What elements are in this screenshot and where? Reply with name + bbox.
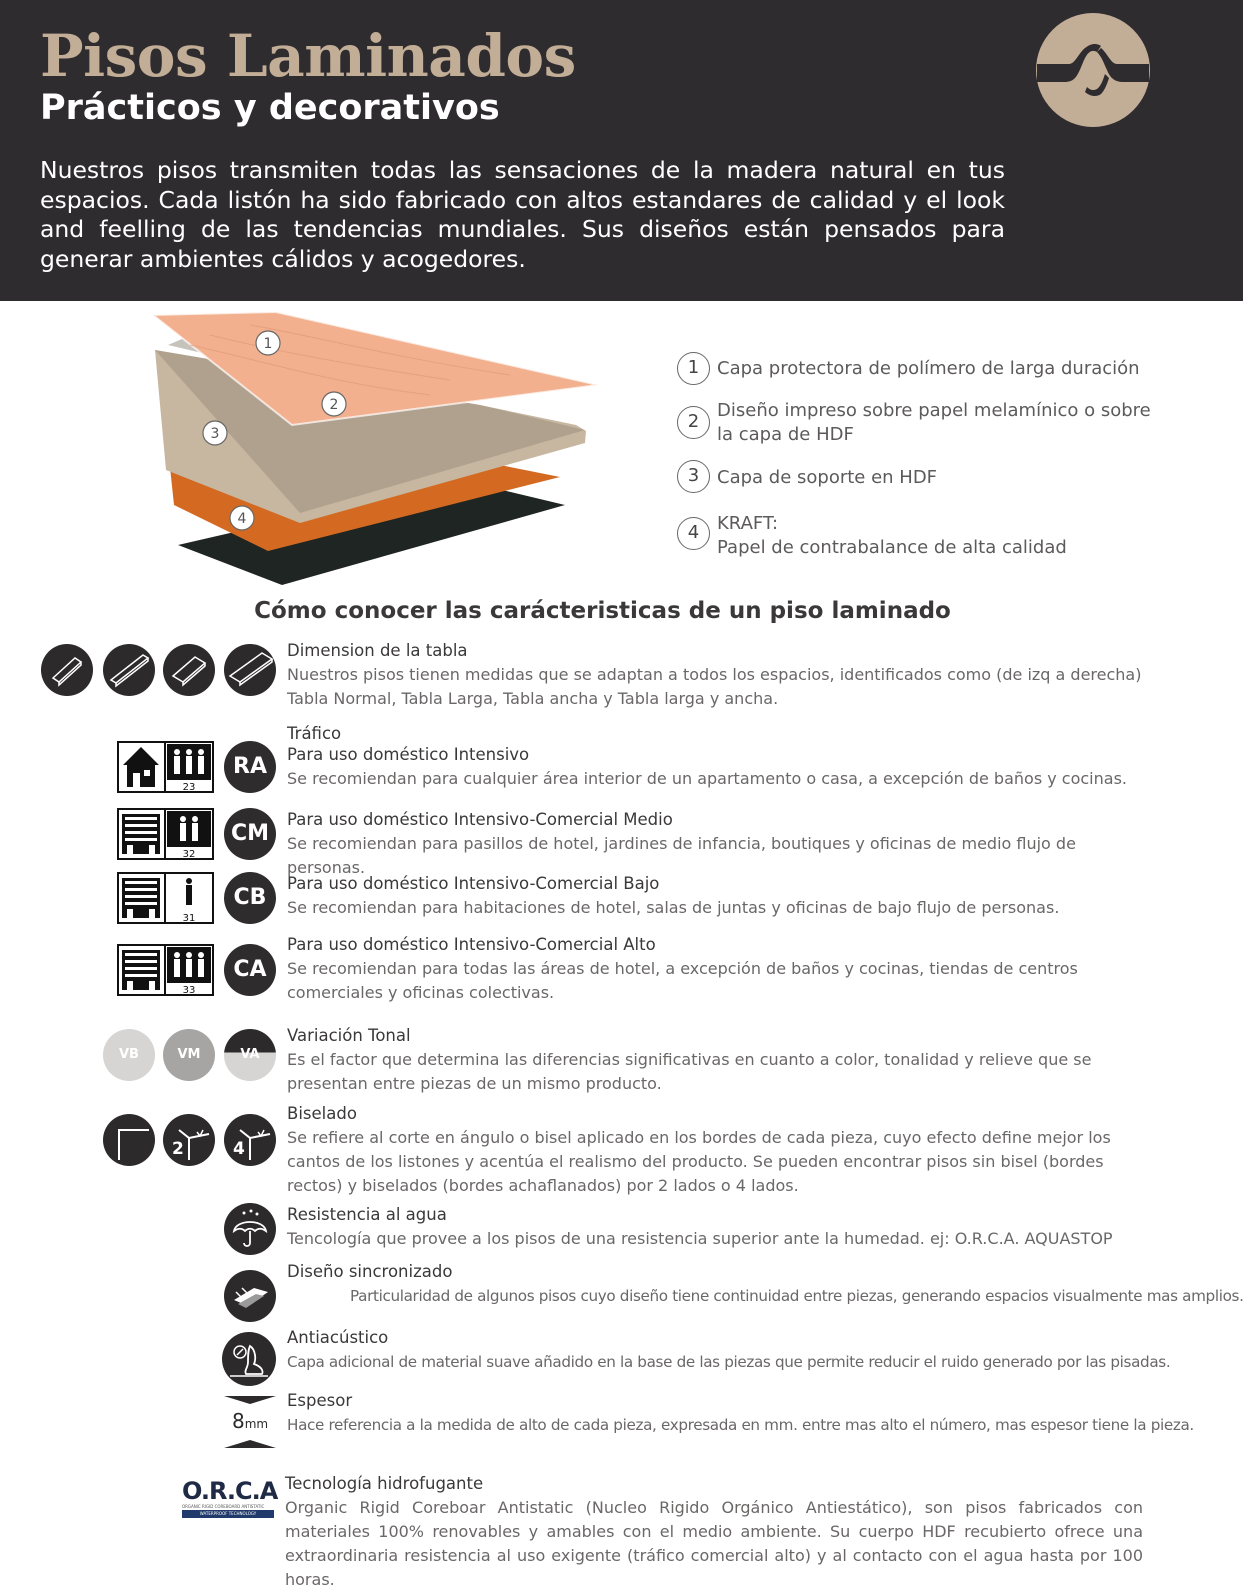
thickness-value: 8 bbox=[232, 1409, 245, 1433]
no-bevel-icon bbox=[103, 1114, 155, 1166]
acoustic-foot-icon bbox=[222, 1332, 276, 1386]
badge-cb: CB bbox=[224, 872, 276, 924]
sync-section: Diseño sincronizado Particularidad de algunos pisos cuyo diseño tiene continuidad entre piezas, generando espacios visualmente mas amplios. bbox=[287, 1262, 1244, 1305]
class-number-31: 31 bbox=[182, 913, 196, 924]
traffic-item-cb: Para uso doméstico Intensivo-Comercial Bajo Se recomiendan para habitaciones de hotel, salas de juntas y oficinas de bajo flujo de personas. bbox=[287, 874, 1060, 917]
orca-logo: O.R.C.A ORGANIC RIGID COREBOARD ANTISTATIC WATERPROOF TECHNOLOGY bbox=[182, 1477, 278, 1516]
thickness-section: Espesor Hace referencia a la medida de alto de cada pieza, expresada en mm. entre mas alto el número, mas espesor tiene la pieza. bbox=[287, 1391, 1194, 1434]
tonal-section: Variación Tonal Es el factor que determina las diferencias significativas en cuanto a color, tonalidad y relieve que se presentan entre piezas de un mismo producto. bbox=[287, 1026, 1092, 1093]
orca-section: Tecnología hidrofugante Organic Rigid Coreboar Antistatic (Nucleo Rigido Orgánico Antiestático), son pisos fabricados con materiales 100% renovables y amables con el medio ambiente. Su cuerpo HDF recubierto ofrece una extraordinaria resistencia al uso exigente (tráfico comercial alto) y al contacto con el agua hasta por 100 horas. bbox=[285, 1474, 1143, 1589]
commercial-high-icon bbox=[117, 944, 214, 996]
intro-paragraph: Nuestros pisos transmiten todas las sensaciones de la madera natural en tus espacios. Cada listón ha sido fabricado con altos estandares de calidad y el look and feelling de las tendencias mundiales. Sus diseños están pensados para generar ambientes cálidos y acogedores. bbox=[40, 156, 1005, 273]
traffic-item-cm: Para uso doméstico Intensivo-Comercial Medio Se recomiendan para pasillos de hotel, jardines de infancia, boutiques y oficinas de medio flujo de personas. bbox=[287, 810, 1076, 877]
water-section: Resistencia al agua Tencología que provee a los pisos de una resistencia superior ante la humedad. ej: O.R.C.A. AQUASTOP bbox=[287, 1205, 1113, 1248]
class-number-23: 23 bbox=[182, 782, 196, 793]
badge-ra: RA bbox=[224, 741, 276, 793]
page-title: Pisos Laminados bbox=[40, 22, 576, 90]
sync-design-icon bbox=[224, 1270, 276, 1322]
bevel-section: Biselado Se refiere al corte en ángulo o bisel aplicado en los bordes de cada pieza, cuyo efecto define mejor los cantos de los listones y acentúa el realismo del producto. Se pueden encontrar pisos sin bisel (bordes rectos) y biselados (bordes achaflanados) por 2 lados o 4 lados. bbox=[287, 1104, 1111, 1195]
badge-cm: CM bbox=[224, 808, 276, 860]
umbrella-icon bbox=[224, 1203, 276, 1255]
commercial-medium-icon bbox=[117, 808, 214, 860]
plank-normal-icon bbox=[41, 644, 93, 696]
dimension-section: Dimension de la tabla Nuestros pisos tienen medidas que se adaptan a todos los espacios, identificados como (de izq a derecha) Tabla Normal, Tabla Larga, Tabla ancha y Tabla larga y ancha. bbox=[287, 641, 1142, 708]
callout-3: 3 bbox=[210, 426, 220, 442]
thickness-unit: mm bbox=[244, 1417, 269, 1431]
tonal-high-icon: VA bbox=[224, 1029, 276, 1081]
callout-1: 1 bbox=[263, 336, 273, 352]
acoustic-section: Antiacústico Capa adicional de material suave añadido en la base de las piezas que permite reducir el ruido generado por las pisadas. bbox=[287, 1328, 1171, 1371]
bevel-2-sides-icon: 2 bbox=[163, 1114, 215, 1166]
thickness-icon bbox=[222, 1396, 278, 1448]
commercial-low-icon bbox=[117, 872, 214, 924]
plank-long-icon bbox=[103, 644, 155, 696]
plank-wide-icon bbox=[163, 644, 215, 696]
tonal-medium-icon: VM bbox=[163, 1029, 215, 1081]
tonal-low-icon: VB bbox=[103, 1029, 155, 1081]
traffic-item-ca: Para uso doméstico Intensivo-Comercial Alto Se recomiendan para todas las áreas de hotel, a excepción de baños y cocinas, tiendas de centros comerciales y oficinas colectivas. bbox=[287, 935, 1078, 1002]
residential-traffic-icon bbox=[117, 741, 214, 793]
callout-4: 4 bbox=[237, 511, 247, 527]
class-number-33: 33 bbox=[182, 985, 196, 996]
class-number-32: 32 bbox=[182, 849, 196, 860]
header-banner bbox=[0, 0, 1243, 301]
traffic-heading-block: Tráfico bbox=[287, 724, 342, 743]
callout-2: 2 bbox=[329, 397, 339, 413]
section-title: Cómo conocer las carácteristicas de un piso laminado bbox=[254, 598, 951, 624]
page-subtitle: Prácticos y decorativos bbox=[40, 88, 500, 128]
laminate-layers-diagram bbox=[150, 305, 610, 595]
bevel-4-sides-icon: 4 bbox=[224, 1114, 276, 1166]
brand-logo-icon bbox=[1035, 12, 1151, 128]
traffic-item-ra: Para uso doméstico Intensivo Se recomiendan para cualquier área interior de un apartamento o casa, a excepción de baños y cocinas. bbox=[287, 745, 1127, 788]
plank-long-wide-icon bbox=[224, 644, 276, 696]
badge-ca: CA bbox=[224, 944, 276, 996]
